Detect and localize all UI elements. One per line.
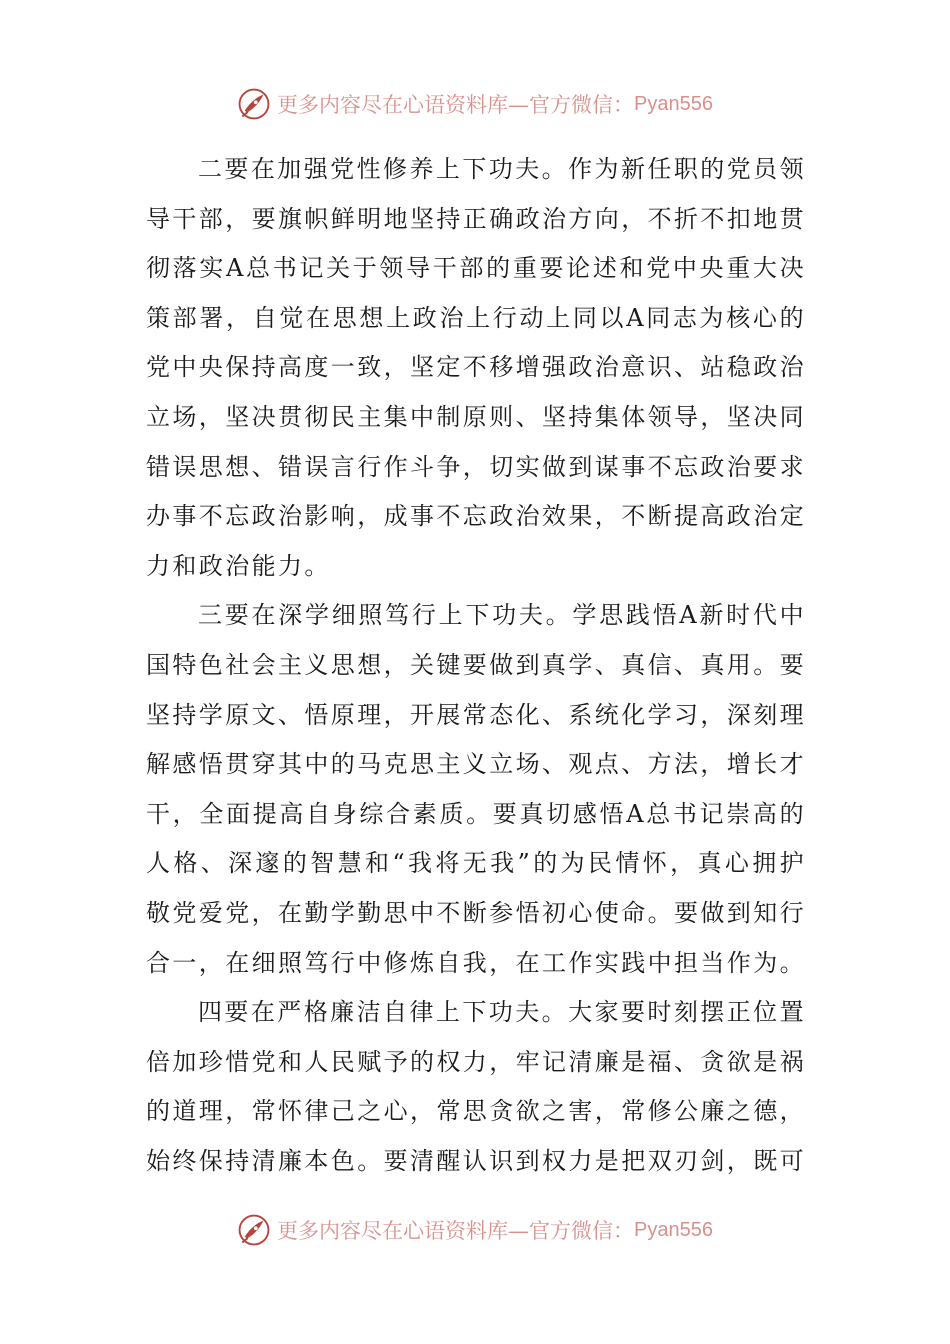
header-banner bbox=[0, 82, 950, 126]
paragraph-party-cultivation: 二要在加强党性修养上下功夫。作为新任职的党员领导干部，要旗帜鲜明地坚持正确政治方向，不折不扣地贯彻落实A总书记关于领导干部的重要论述和党中央重大决策部署，自觉在思想上政治上行动上同以A同志为核心的党中央保持高度一致，坚定不移增强政治意识、站稳政治立场，坚决贯彻民主集中制原则、坚持集体领导，坚决同错误思想、错误言行作斗争，切实做到谋事不忘政治要求办事不忘政治影响，成事不忘政治效果，不断提高政治定力和政治能力。 bbox=[146, 155, 806, 580]
document-body bbox=[146, 145, 806, 1186]
pen-nib-logo-icon bbox=[237, 1213, 271, 1247]
footer-banner bbox=[0, 1208, 950, 1252]
pen-nib-logo-icon bbox=[237, 87, 271, 121]
header-banner-handle: Pyan556 bbox=[634, 92, 713, 115]
header-banner-text: 更多内容尽在心语资料库—官方微信： bbox=[277, 93, 635, 117]
footer-banner-text: 更多内容尽在心语资料库—官方微信： bbox=[277, 1219, 635, 1243]
paragraph-study-and-practice: 三要在深学细照笃行上下功夫。学思践悟A新时代中国特色社会主义思想，关键要做到真学、真信、真用。要坚持学原文、悟原理，开展常态化、系统化学习，深刻理解感悟贯穿其中的马克思主义立场、观点、方法，增长才干，全面提高自身综合素质。要真切感悟A总书记崇高的人格、深邃的智慧和“我将无我”的为民情怀，真心拥护敬党爱党，在勤学勤思中不断参悟初心使命。要做到知行合一，在细照笃行中修炼自我，在工作实践中担当作为。 bbox=[146, 601, 806, 977]
footer-banner-handle: Pyan556 bbox=[634, 1218, 713, 1241]
paragraph-integrity-self-discipline: 四要在严格廉洁自律上下功夫。大家要时刻摆正位置倍加珍惜党和人民赋予的权力，牢记清廉是福、贪欲是祸的道理，常怀律己之心，常思贪欲之害，常修公廉之德，始终保持清廉本色。要清醒认识到权力是把双刃剑，既可 bbox=[146, 998, 806, 1175]
